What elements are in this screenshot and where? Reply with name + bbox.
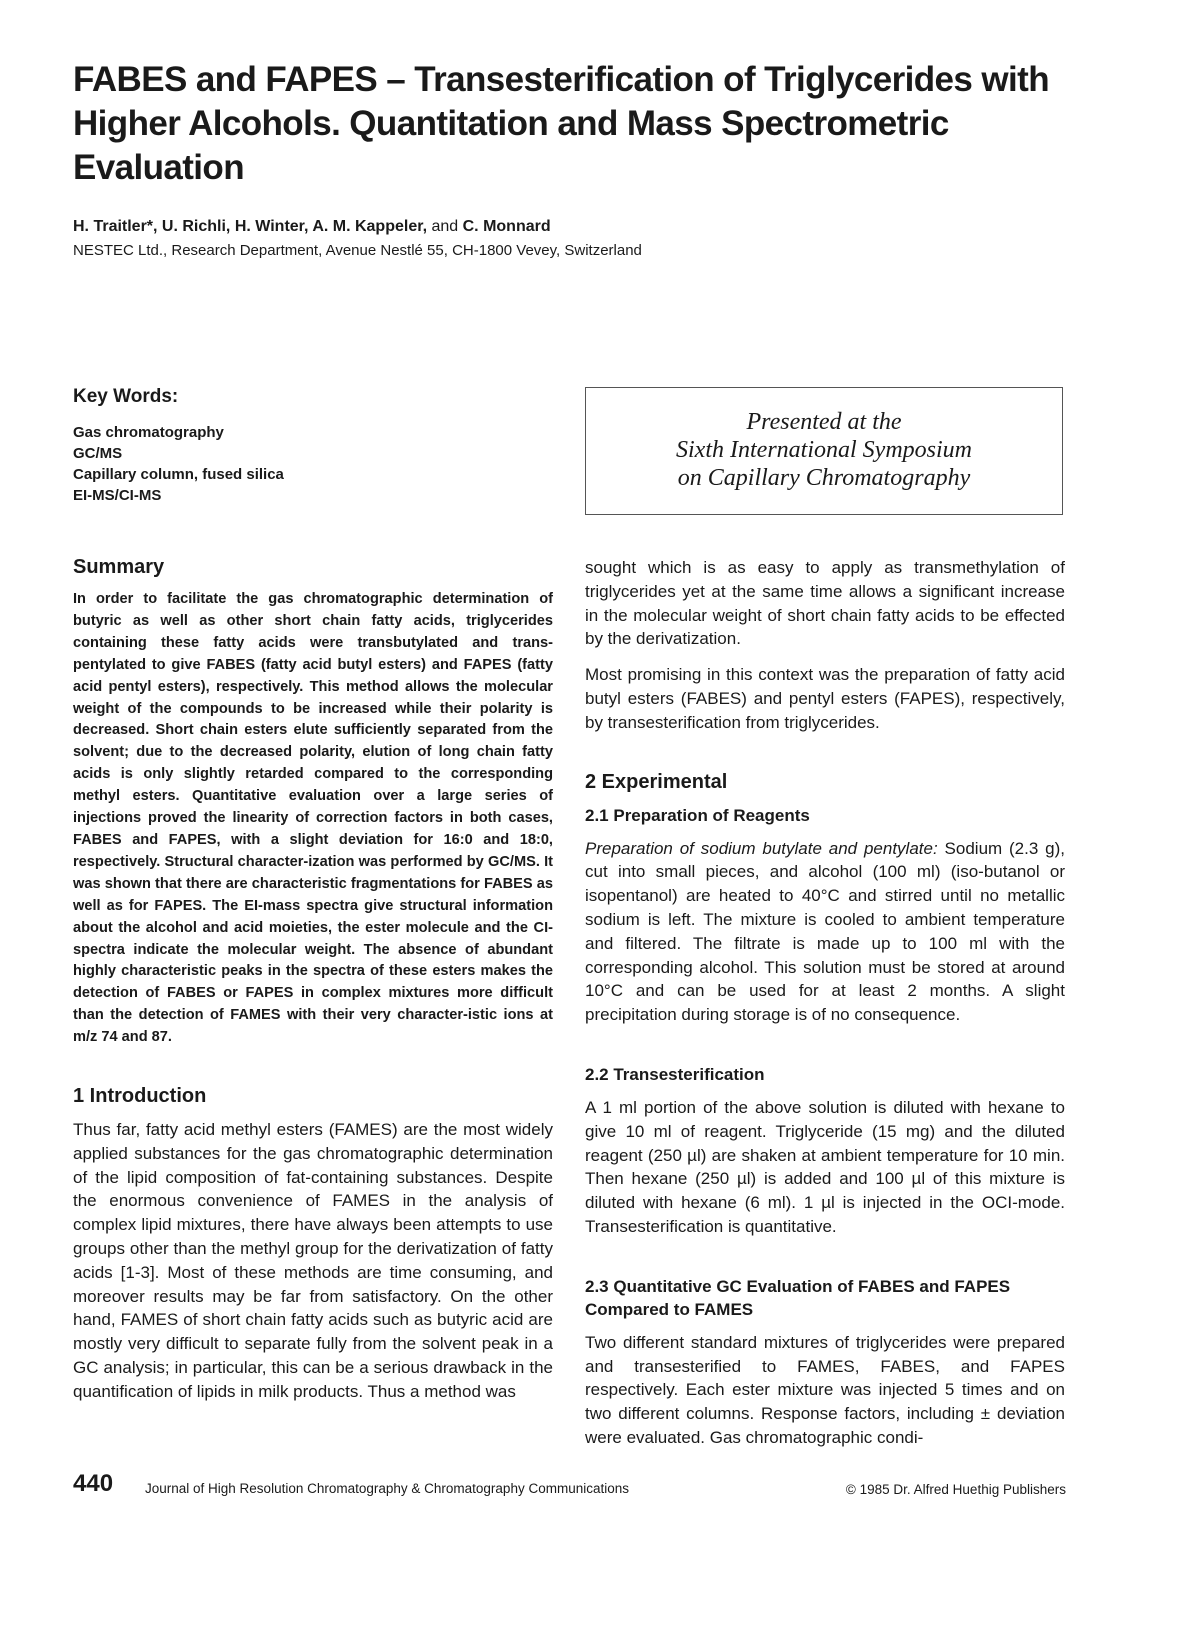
left-column	[73, 556, 553, 1404]
page-number: 440	[73, 1470, 114, 1497]
introduction-text: Thus far, fatty acid methyl esters (FAMES) are the most widely applied substances for the gas chromatographic determination of the lipid composition of fat-containing substances. Despite the enormous convenience of FAMES in the analysis of complex lipid mixtures, there have always been attempts to use groups other than the methyl group for the derivatization of fatty acids [1-3]. Most of these methods are time consuming, and moreover results may be far from satisfactory. On the other hand, FAMES of short chain fatty acids such as butyric acid are mostly very difficult to separate fully from the solvent peak in a GC analysis; in particular, this can be a serious drawback in the quantification of lipids in milk products. Thus a method was	[73, 1120, 553, 1401]
keywords-heading: Key Words:	[73, 386, 179, 407]
introduction-heading: 1 Introduction	[73, 1085, 207, 1108]
section-2-3-heading: 2.3 Quantitative GC Evaluation of FABES and FAPES Compared to FAMES	[585, 1276, 1011, 1319]
section-2-1-text	[585, 837, 1065, 1027]
box-line: Sixth International Symposium	[676, 437, 972, 463]
right-column	[585, 556, 1065, 1450]
experimental-heading: 2 Experimental	[585, 770, 728, 793]
box-line: Presented at the	[746, 409, 902, 435]
section-2-2-heading: 2.2 Transesterification	[585, 1064, 765, 1084]
page-footer	[73, 1470, 1066, 1500]
box-line: on Capillary Chromatography	[677, 465, 971, 491]
run-in-body: Sodium (2.3 g), cut into small pieces, and alcohol (100 ml) (iso-butanol or isopentanol) are heated to 40°C and stirred until no metallic sodium is left. The mixture is cooled to ambient temperature and filtered. The filtrate is made up to 100 ml with the corresponding alcohol. This solution must be stored at around 10°C and can be used for at least 2 months. A slight precipitation during storage is of no consequence.	[585, 838, 1065, 1025]
run-in-lead: Preparation of sodium butylate and pentylate:	[585, 838, 938, 858]
affiliation: NESTEC Ltd., Research Department, Avenue Nestlé 55, CH-1800 Vevey, Switzerland	[73, 242, 642, 259]
paragraph: sought which is as easy to apply as transmethylation of triglycerides yet at the same time allows a significant increase in the molecular weight of short chain fatty acids to be effected by the derivatization.	[585, 558, 1065, 649]
keyword: Capillary column, fused silica	[73, 466, 284, 483]
section-2-1-heading: 2.1 Preparation of Reagents	[585, 805, 810, 825]
article-title: FABES and FAPES – Transesterification of Triglycerides with Higher Alcohols. Quantitation and Mass Spectrometric Evaluation	[73, 60, 1049, 187]
summary-text: In order to facilitate the gas chromatographic determination of butyric as well as other short chain fatty acids, triglycerides containing these fatty acids were transbutylated and trans-pentylated to give FABES (fatty acid butyl esters) and FAPES (fatty acid pentyl esters), respectively. This method allows the molecular weight of the compounds to be increased while their polarity is decreased. Short chain esters elute sufficiently separated from the solvent; due to the decreased polarity, elution of long chain fatty acids is only slightly retarded compared to the corresponding methyl esters. Quantitative evaluation over a large series of injections proved the linearity of correction factors in both cases, FABES and FAPES, with a slight deviation for 16:0 and 18:0, respectively. Structural character-ization was performed by GC/MS. It was shown that there are characteristic fragmentations for FABES as well as for FAPES. The EI-mass spectra give structural information about the alcohol and acid moieties, the ester molecule and the CI-spectra indicate the molecular weight. The absence of abundant highly characteristic peaks in the spectra of these esters makes the detection of FABES or FAPES in complex mixtures more difficult than the detection of FAMES with their very character-istic ions at m/z 74 and 87.	[73, 591, 553, 1046]
summary-heading: Summary	[73, 556, 165, 578]
authors-and: and	[431, 218, 459, 235]
keyword: GC/MS	[73, 445, 123, 462]
journal-name: Journal of High Resolution Chromatography & Chromatography Communications	[145, 1481, 629, 1496]
authors	[73, 218, 551, 236]
author-names: H. Traitler*, U. Richli, H. Winter, A. M. Kappeler,	[73, 218, 428, 235]
keywords-list	[73, 422, 284, 506]
paragraph: Most promising in this context was the preparation of fatty acid butyl esters (FABES) and pentyl esters (FAPES), respectively, by transesterification from triglycerides.	[585, 665, 1065, 732]
section-2-3-text: Two different standard mixtures of triglycerides were prepared and transesterified to FAMES, FABES, and FAPES respectively. Each ester mixture was injected 5 times and on two different columns. Response factors, including ± deviation were evaluated. Gas chromatographic condi-	[585, 1332, 1065, 1447]
symposium-box	[585, 387, 1063, 515]
copyright: © 1985 Dr. Alfred Huethig Publishers	[845, 1482, 1066, 1497]
keyword: EI-MS/CI-MS	[73, 487, 162, 504]
last-author: C. Monnard	[462, 218, 551, 235]
section-2-2-text: A 1 ml portion of the above solution is diluted with hexane to give 10 ml of reagent. Triglyceride (15 mg) and the diluted reagent (250 µl) are shaken at ambient temperature for 10 min. Then hexane (250 µl) is added and 100 µl of this mixture is diluted with hexane (6 ml). 1 µl is injected in the OCI-mode. Transesterification is quantitative.	[585, 1097, 1065, 1236]
keyword: Gas chromatography	[73, 424, 224, 441]
